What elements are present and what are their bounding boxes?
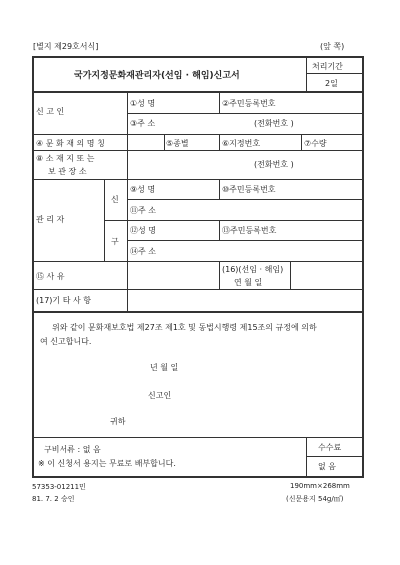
manager-new-label: 신 — [111, 195, 119, 204]
declaration-reporter-line: 신고인 — [148, 391, 172, 400]
new-manager-rrn-label: ⑩주민등록번호 — [222, 185, 276, 194]
form-frame — [32, 56, 364, 478]
processing-period-label: 처리기간 — [312, 62, 343, 71]
processing-period-value: 2일 — [325, 79, 338, 88]
manager-old-label: 구 — [111, 237, 119, 246]
old-manager-name-label: ⑫성 명 — [130, 226, 156, 235]
declaration-text-line1: 위와 같이 문화재보호법 제27조 제1호 및 동법시행령 제15조의 규정에 의하 — [52, 323, 317, 332]
location-label-line2: 보 관 장 소 — [48, 167, 87, 176]
reporter-label: 신 고 인 — [36, 107, 65, 116]
reporter-name-label: ①성 명 — [130, 99, 156, 108]
form-title: 국가지정문화재관리자(선임 · 해임)신고서 — [74, 71, 240, 81]
location-label-line1: ⑧ 소 재 지 또 는 — [36, 154, 95, 163]
appointment-date-label-line1: (16)(선임 · 해임) — [222, 265, 284, 274]
asset-name-label: ④ 문 화 재 의 명 칭 — [36, 139, 105, 148]
asset-designation-label: ⑥지정번호 — [222, 139, 261, 148]
declaration-text-line2: 여 신고합니다. — [40, 337, 92, 346]
required-documents: 구비서류 : 없 음 — [44, 445, 101, 454]
new-manager-address-label: ⑪주 소 — [130, 206, 156, 215]
other-items-label: (17)기 타 사 항 — [36, 296, 91, 305]
free-form-note: ※ 이 신청서 용지는 무료로 배부합니다. — [38, 459, 176, 468]
appointment-date-label-line2: 연 월 일 — [234, 278, 263, 287]
declaration-addressee: 귀하 — [110, 417, 126, 426]
form-number: [별지 제29호서식] — [33, 42, 99, 51]
page-side-label: (앞 쪽) — [320, 42, 345, 51]
paper-type: (신문용지 54g/㎡) — [286, 495, 344, 503]
new-manager-name-label: ⑨성 명 — [130, 185, 156, 194]
paper-size: 190mm×268mm — [290, 482, 350, 490]
location-phone-label: (전화번호 ) — [254, 160, 294, 169]
reporter-address-label: ③주 소 — [130, 119, 156, 128]
reporter-phone-label: (전화번호 ) — [254, 119, 294, 128]
declaration-date-line: 년 월 일 — [150, 363, 179, 372]
asset-type-label: ⑤종별 — [166, 139, 189, 148]
approval-date: 81. 7. 2 승인 — [32, 495, 75, 503]
fee-label: 수수료 — [318, 443, 342, 452]
reason-label: ⑮ 사 유 — [36, 272, 65, 281]
asset-quantity-label: ⑦수량 — [304, 139, 327, 148]
old-manager-address-label: ⑭주 소 — [130, 247, 156, 256]
form-code: 57353-01211민 — [32, 483, 86, 491]
reporter-rrn-label: ②주민등록번호 — [222, 99, 276, 108]
old-manager-rrn-label: ⑬주민등록번호 — [222, 226, 277, 235]
fee-value: 없 음 — [318, 462, 336, 471]
manager-label: 관 리 자 — [36, 215, 65, 224]
